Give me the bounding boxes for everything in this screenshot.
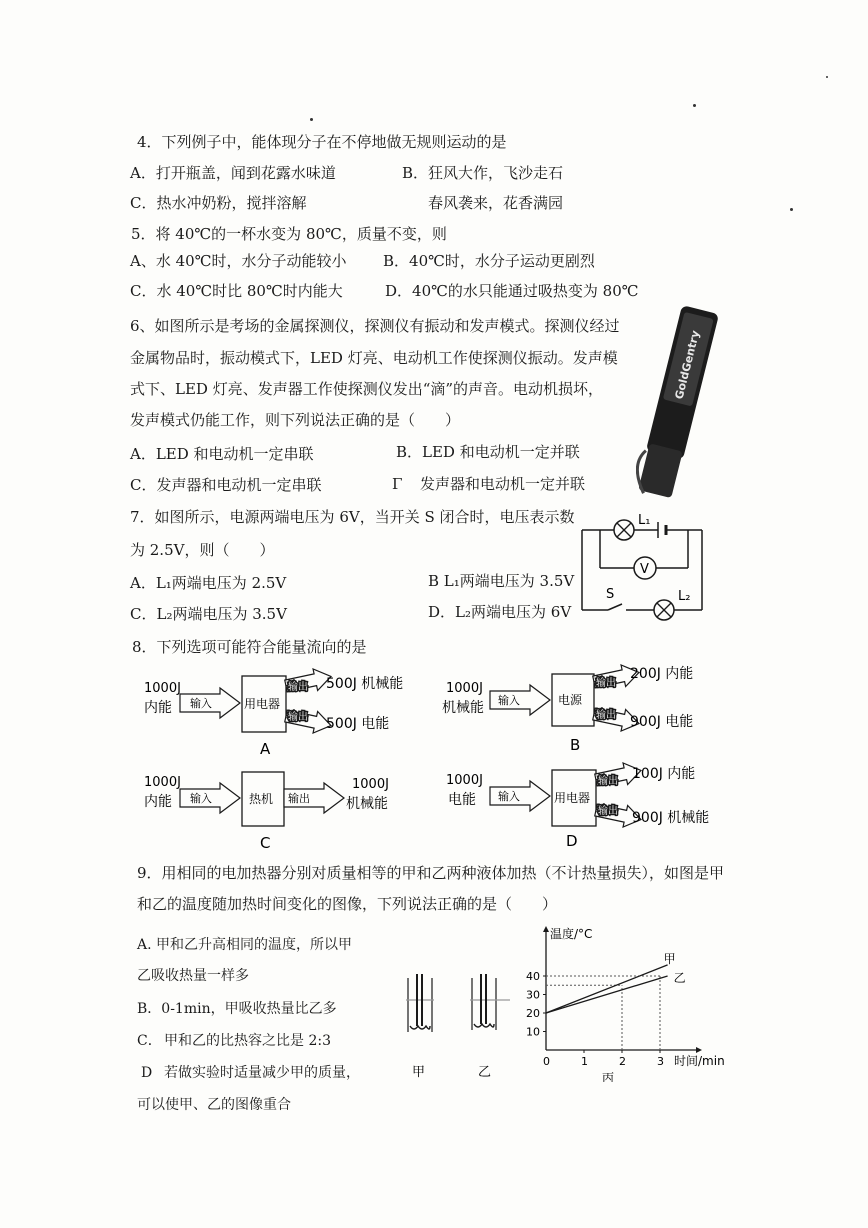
q7-option-c: C．L₂两端电压为 3.5V — [130, 605, 287, 623]
metal-detector-image — [636, 300, 728, 510]
q9-option-d-mark: D — [141, 1065, 153, 1081]
a-output-label-1: 输出 — [288, 682, 308, 693]
c-in-amount: 1000J — [144, 775, 181, 790]
b-in-amount: 1000J — [446, 681, 483, 696]
y-tick-label: 40 — [526, 970, 540, 983]
q4-option-c: C．热水冲奶粉，搅拌溶解 — [130, 194, 307, 212]
series-line-jia — [546, 965, 668, 1013]
q6-line-3: 式下、LED 灯亮、发声器工作使探测仪发出“滴”的声音。电动机损坏， — [130, 380, 604, 398]
q5-option-b: B．40℃时，水分子运动更剧烈 — [383, 252, 595, 270]
y-tick-label: 10 — [526, 1025, 540, 1039]
detector-brand-label: GoldGentry — [672, 329, 703, 401]
d-in-type: 电能 — [448, 792, 476, 808]
x-tick-label: 3 — [657, 1055, 664, 1068]
q5-option-a: A、水 40℃时，水分子动能较小 — [130, 252, 347, 270]
y-tick-label: 20 — [526, 1007, 540, 1020]
q7-option-a: A．L₁两端电压为 2.5V — [130, 574, 287, 592]
diagram-d — [446, 760, 709, 850]
q7-option-b: B L₁两端电压为 3.5V — [428, 572, 575, 590]
q6-option-d: 发声器和电动机一定并联 — [420, 475, 586, 493]
label-switch: S — [606, 587, 615, 602]
x-tick-label: 1 — [581, 1055, 588, 1068]
scan-speck — [826, 76, 828, 78]
x-tick-label: 0 — [543, 1055, 550, 1068]
diagram-c — [144, 772, 389, 852]
scan-speck — [790, 208, 793, 211]
beaker-jia-label: 甲 — [412, 1065, 426, 1080]
q9-option-d-line-1: 若做实验时适量减少甲的质量， — [164, 1065, 360, 1081]
q5-option-d: D．40℃的水只能通过吸热变为 80℃ — [385, 282, 639, 300]
d-out-2: 900J 机械能 — [632, 810, 710, 826]
b-letter: B — [570, 736, 581, 754]
y-axis-arrow — [543, 926, 549, 932]
a-out-1: 500J 机械能 — [326, 676, 404, 692]
c-input-label: 输入 — [190, 792, 212, 805]
diagram-a — [144, 666, 403, 758]
q9-option-a-line-2: 乙吸收热量一样多 — [137, 968, 249, 984]
label-voltmeter: V — [640, 562, 649, 577]
b-output-label-1: 输出 — [596, 678, 616, 689]
c-out-amount: 1000J — [352, 777, 389, 792]
x-axis-label: 时间/min — [674, 1054, 725, 1068]
series-line-yi — [546, 976, 668, 1013]
d-in-amount: 1000J — [446, 773, 483, 788]
scan-speck — [310, 118, 313, 121]
x-tick-label: 2 — [619, 1055, 626, 1068]
a-input-label: 输入 — [190, 697, 212, 710]
q7-line-1: 7．如图所示，电源两端电压为 6V，当开关 S 闭合时，电压表示数 — [130, 508, 575, 526]
circuit-diagram — [578, 512, 708, 627]
a-in-type: 内能 — [144, 700, 172, 716]
q6-option-d-mark: Γ — [392, 475, 403, 493]
q6-option-c: C．发声器和电动机一定串联 — [130, 476, 322, 494]
q5-stem: 5．将 40℃的一杯水变为 80℃，质量不变，则 — [131, 225, 447, 243]
q6-line-1: 6、如图所示是考场的金属探测仪，探测仪有振动和发声模式。探测仪经过 — [130, 317, 620, 335]
chart-caption: 丙 — [602, 1071, 615, 1082]
b-out-2: 900J 电能 — [630, 714, 694, 730]
a-box-label: 用电器 — [244, 697, 281, 711]
y-axis-label: 温度/°C — [550, 927, 593, 941]
scan-speck — [693, 104, 696, 107]
b-out-1: 200J 内能 — [630, 666, 694, 682]
q6-option-b: B．LED 和电动机一定并联 — [396, 443, 580, 461]
c-out-type: 机械能 — [346, 796, 388, 812]
q4-option-a: A．打开瓶盖，闻到花露水味道 — [130, 164, 336, 182]
b-box-label: 电源 — [558, 693, 583, 707]
c-box-label: 热机 — [249, 792, 274, 806]
energy-flow-diagrams — [130, 660, 730, 860]
label-l2: L₂ — [678, 589, 691, 604]
q6-line-4: 发声模式仍能工作，则下列说法正确的是（ ） — [130, 411, 461, 429]
q6-line-2: 金属物品时，振动模式下，LED 灯亮、电动机工作使探测仪振动。发声模 — [130, 349, 618, 367]
q8-stem: 8．下列选项可能符合能量流向的是 — [132, 638, 367, 656]
c-in-type: 内能 — [144, 794, 172, 810]
q9-option-a-line-1: A. 甲和乙升高相同的温度，所以甲 — [137, 937, 353, 953]
q6-option-a: A．LED 和电动机一定串联 — [130, 445, 314, 463]
q4-option-d: 春风袭来，花香满园 — [428, 194, 564, 212]
beaker-figures — [400, 970, 520, 1082]
b-output-label-2: 输出 — [596, 710, 616, 721]
series-label-jia: 甲 — [663, 951, 676, 966]
q4-option-b: B．狂风大作，飞沙走石 — [402, 164, 564, 182]
q4-stem: 4．下列例子中，能体现分子在不停地做无规则运动的是 — [137, 133, 507, 151]
diagram-b — [442, 662, 693, 754]
d-output-label-1: 输出 — [598, 776, 618, 787]
beaker-yi-label: 乙 — [478, 1065, 492, 1080]
c-letter: C — [260, 834, 271, 852]
q9-option-b: B．0-1min，甲吸收热量比乙多 — [137, 1001, 337, 1017]
q9-line-2: 和乙的温度随加热时间变化的图像，下列说法正确的是（ ） — [137, 895, 558, 913]
d-box-label: 用电器 — [554, 791, 591, 805]
d-output-label-2: 输出 — [598, 806, 618, 817]
q9-option-c-mark: C． — [137, 1033, 162, 1049]
q7-option-d: D．L₂两端电压为 6V — [428, 603, 572, 621]
d-letter: D — [566, 832, 578, 850]
q9-option-c: 甲和乙的比热容之比是 2:3 — [164, 1033, 331, 1049]
series-label-yi: 乙 — [673, 971, 686, 985]
q5-option-c: C．水 40℃时比 80℃时内能大 — [130, 282, 343, 300]
a-letter: A — [260, 740, 271, 758]
d-out-1: 100J 内能 — [632, 766, 696, 782]
y-tick-label: 30 — [526, 988, 540, 1002]
label-l1: L₁ — [638, 513, 651, 528]
q9-option-d-line-2: 可以使甲、乙的图像重合 — [137, 1097, 291, 1113]
a-in-amount: 1000J — [144, 681, 181, 696]
q7-line-2: 为 2.5V，则（ ） — [130, 541, 275, 559]
b-input-label: 输入 — [498, 694, 520, 707]
a-out-2: 500J 电能 — [326, 716, 390, 732]
c-output-label: 输出 — [288, 792, 310, 805]
q9-line-1: 9．用相同的电加热器分别对质量相等的甲和乙两种液体加热（不计热量损失），如图是甲 — [137, 864, 725, 882]
temperature-time-chart — [518, 922, 730, 1082]
b-in-type: 机械能 — [442, 700, 484, 716]
d-input-label: 输入 — [498, 790, 520, 803]
a-output-label-2: 输出 — [288, 712, 308, 723]
x-axis-arrow — [696, 1047, 702, 1053]
